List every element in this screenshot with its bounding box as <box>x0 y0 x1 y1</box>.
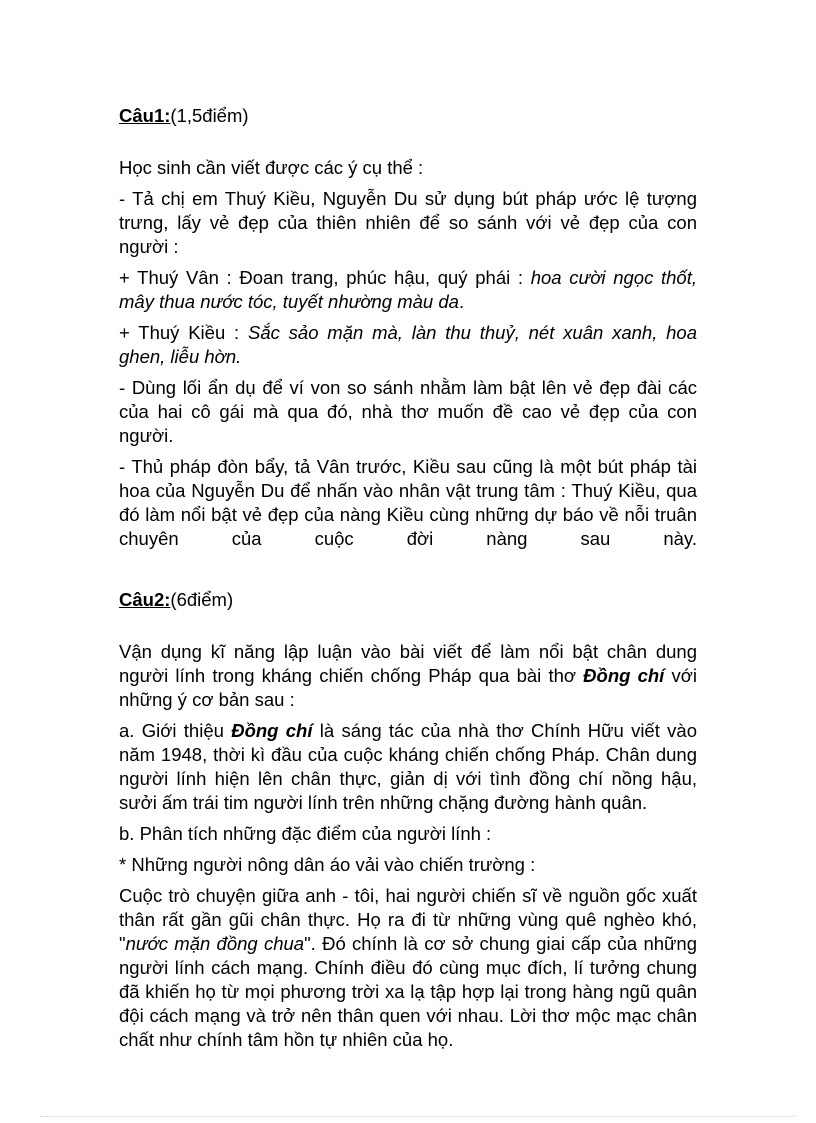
question-1-points: (1,5điểm) <box>170 105 249 126</box>
q1-paragraph-1: - Tả chị em Thuý Kiều, Nguyễn Du sử dụng bút pháp ước lệ tượng trưng, lấy vẻ đẹp của thiên nhiên để so sánh với vẻ đẹp của con người : <box>119 188 697 257</box>
q2-section-a-rest: là sáng tác của nhà thơ Chính Hữu viết vào năm 1948, thời kì đầu của cuộc kháng chiến chống Pháp. Chân dung người lính hiện lên chân thực, giản dị với tình đồng chí nồng hậu, sưởi ấm trái tim người lính trên những chặng đường hành quân. <box>119 720 697 813</box>
q1-paragraph-thuy-van <box>119 266 697 314</box>
q1-paragraph-4: - Dùng lối ẩn dụ để ví von so sánh nhằm làm bật lên vẻ đẹp đài các của hai cô gái mà qua đó, nhà thơ muốn đề cao vẻ đẹp của con người. <box>119 377 697 446</box>
q1-thuy-van-quote: hoa cười ngọc thốt, mây thua nước tóc, tuyết nhường màu da <box>119 267 698 312</box>
document-page <box>119 104 697 1052</box>
q2-paragraph-rest: ". Đó chính là cơ sở chung giai cấp của những người lính cách mạng. Chính điều đó cùng mục đích, lí tưởng chung đã khiến họ từ mọi phương trời xa lạ tập hợp lại trong hàng ngũ quân đội cách mạng và trở nên thân quen với nhau. Lời thơ mộc mạc chân chất như chính tâm hồn tự nhiên của họ. <box>119 933 697 1050</box>
question-2-heading <box>119 588 697 612</box>
q2-paragraph-quote: nước mặn đồng chua <box>125 933 305 954</box>
q2-section-a <box>119 719 697 815</box>
q2-section-b: b. Phân tích những đặc điểm của người lính : <box>119 823 492 844</box>
q2-section-a-start: a. Giới thiệu <box>119 720 232 741</box>
q1-thuy-kieu-text: + Thuý Kiều : <box>119 322 248 343</box>
q2-intro-text-end: với những ý cơ bản sau : <box>119 665 697 710</box>
question-2-points: (6điểm) <box>170 589 234 610</box>
q2-section-a-poem-title: Đồng chí <box>231 720 313 741</box>
q2-paragraph <box>119 884 697 1052</box>
question-1-heading <box>119 104 697 128</box>
question-2-intro <box>119 640 697 712</box>
question-1-label: Câu1: <box>119 105 171 126</box>
q1-thuy-van-text: + Thuý Vân : Đoan trang, phúc hậu, quý phái : <box>119 267 531 288</box>
q2-star-item: * Những người nông dân áo vải vào chiến trường : <box>119 854 536 875</box>
q1-paragraph-5: - Thủ pháp đòn bẩy, tả Vân trước, Kiều sau cũng là một bút pháp tài hoa của Nguyễn Du để nhấn vào nhân vật trung tâm : Thuý Kiều, qua đó làm nổi bật vẻ đẹp của nàng Kiều cùng những dự báo về nỗi truân chuyên của cuộc đời nàng sau này. <box>119 456 697 549</box>
q2-paragraph-start: Cuộc trò chuyện giữa anh - tôi, hai người chiến sĩ về nguồn gốc xuất thân rất gần gũi chân thực. Họ ra đi từ những vùng quê nghèo khó, " <box>119 885 697 954</box>
q1-thuy-van-end: . <box>458 291 465 312</box>
q2-intro-poem-title: Đồng chí <box>583 665 665 686</box>
page-bottom-divider <box>40 1116 796 1117</box>
q2-intro-text: Vận dụng kĩ năng lập luận vào bài viết để làm nổi bật chân dung người lính trong kháng chiến chống Pháp qua bài thơ <box>119 641 697 686</box>
q1-paragraph-thuy-kieu <box>119 321 697 369</box>
q1-thuy-kieu-quote: Sắc sảo mặn mà, làn thu thuỷ, nét xuân xanh, hoa ghen, liễu hờn. <box>119 322 698 367</box>
question-2-label: Câu2: <box>119 589 171 610</box>
question-1-intro: Học sinh cần viết được các ý cụ thể : <box>119 157 424 178</box>
